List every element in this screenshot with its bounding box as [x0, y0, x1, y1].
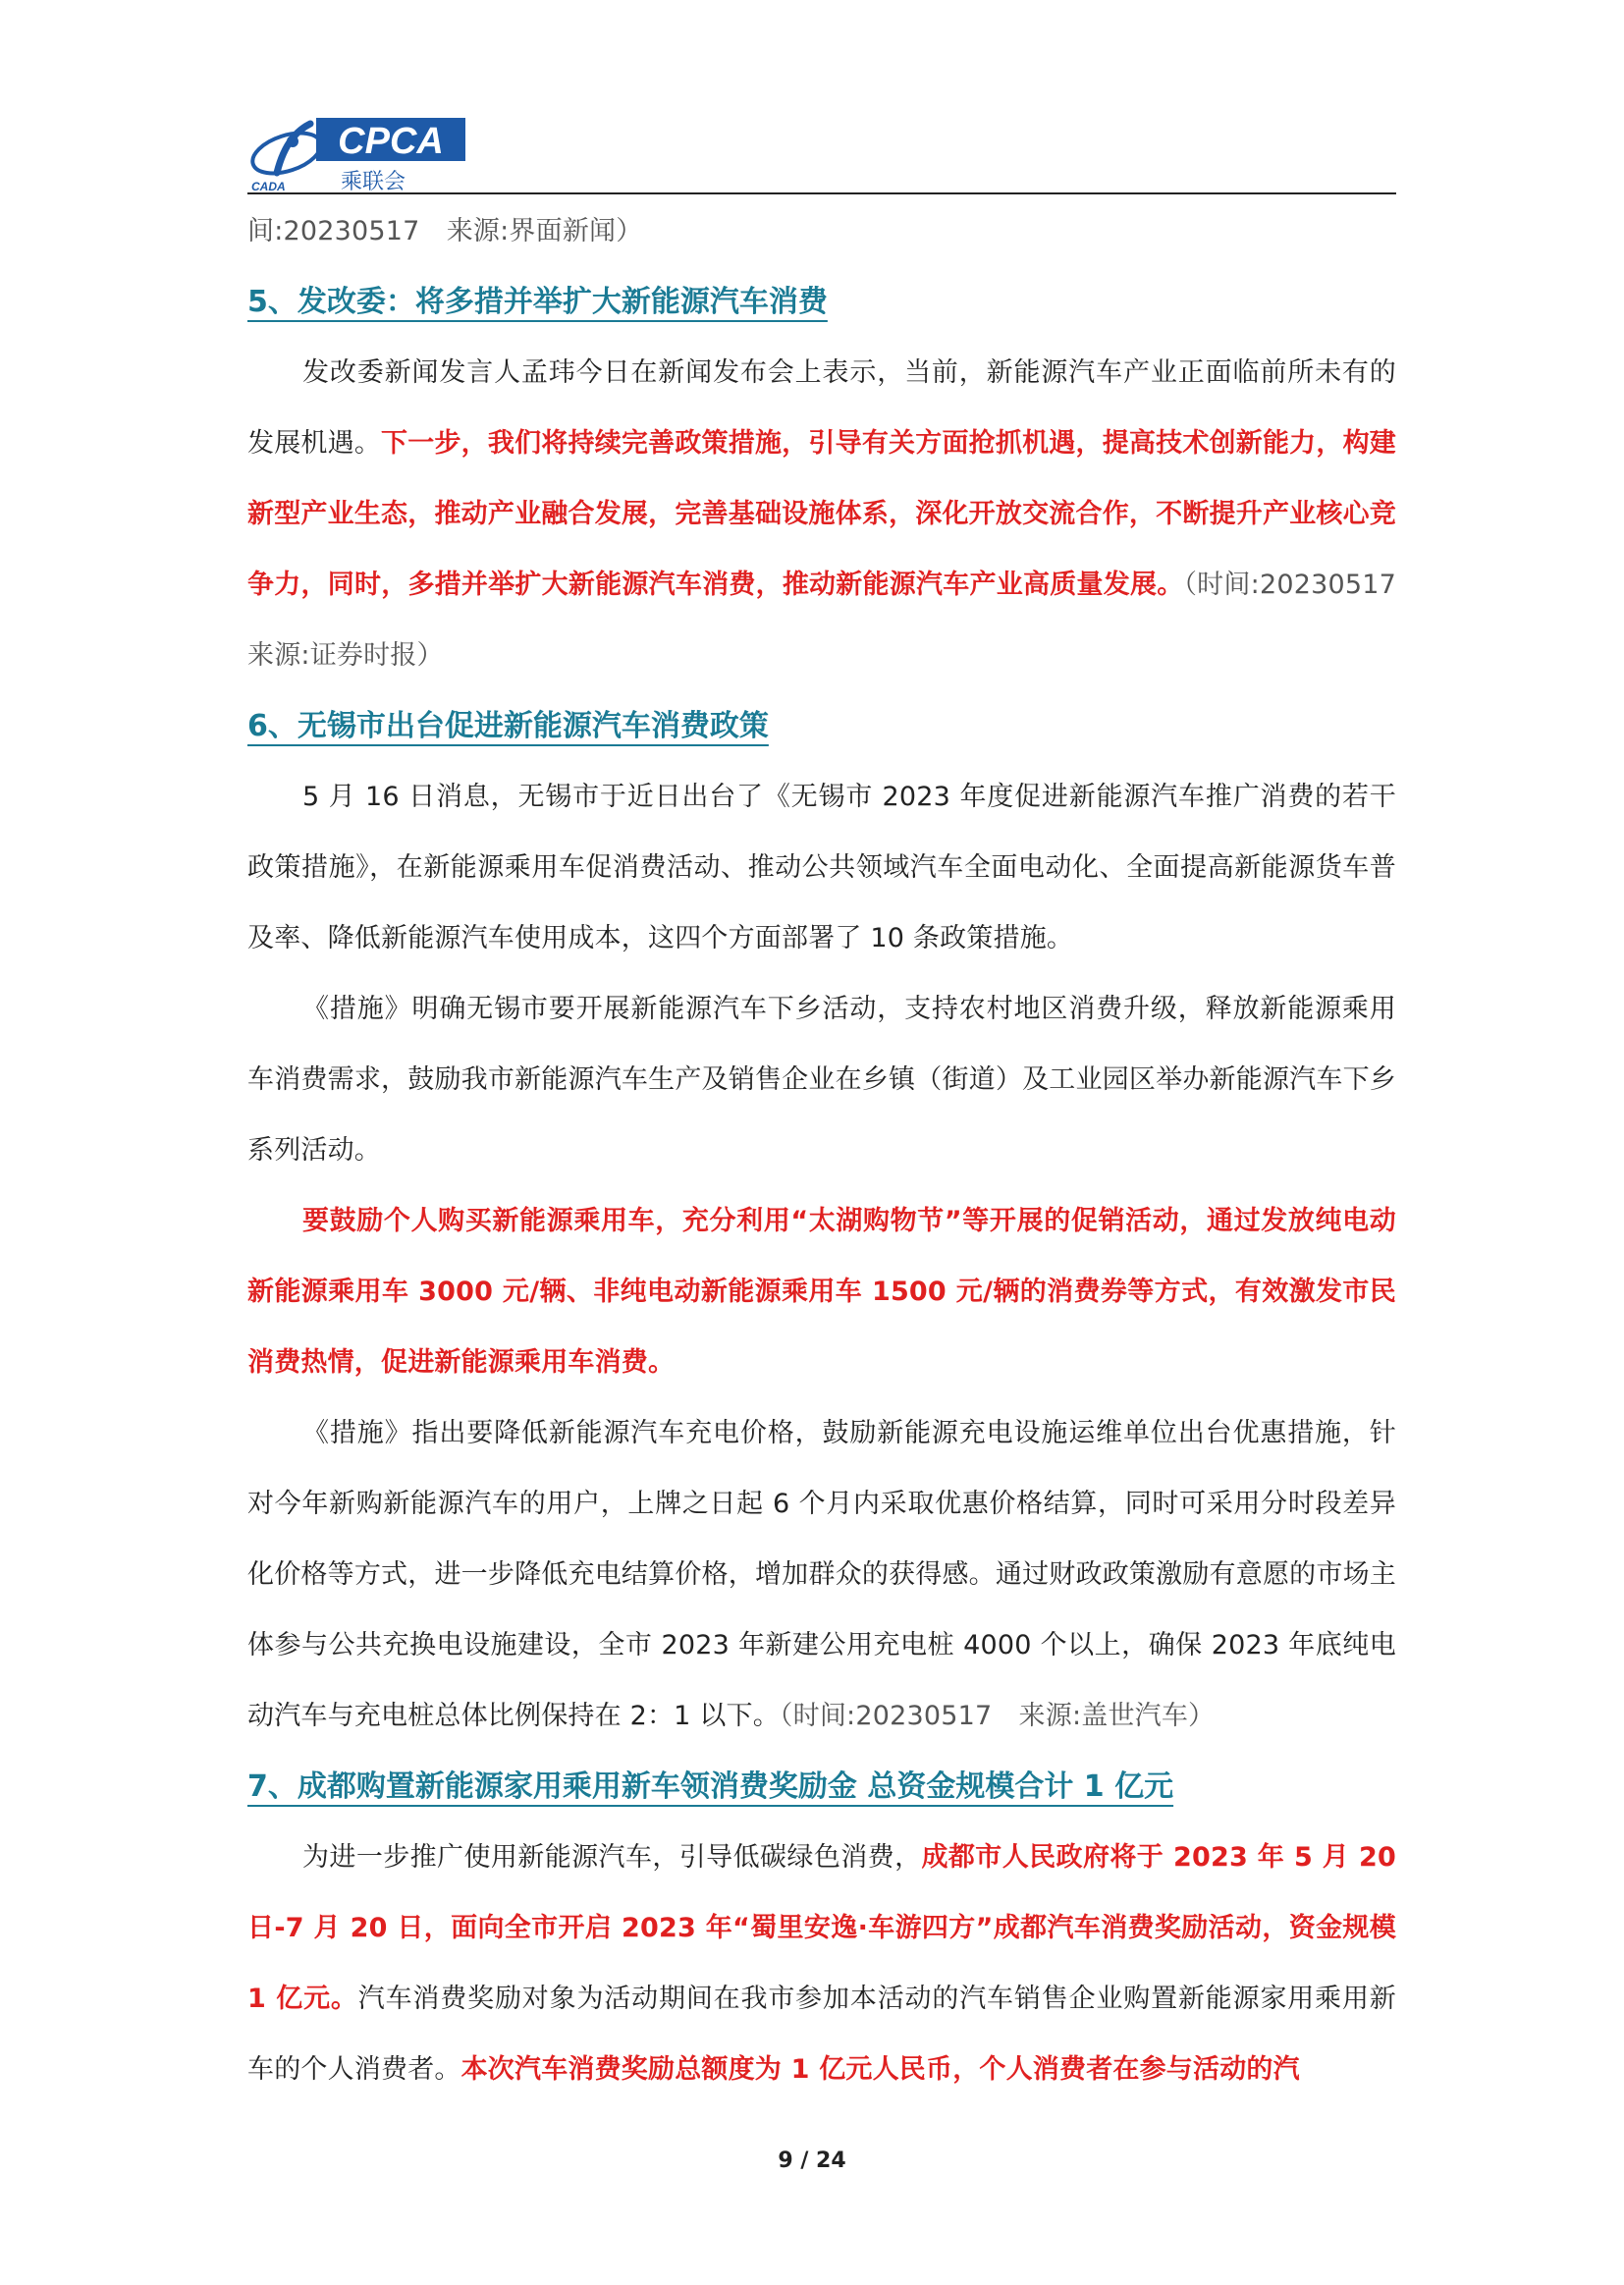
article-body — [247, 196, 1424, 2105]
section-7-paragraph — [247, 1823, 1396, 2105]
section-5-plain-text: 发改委新闻发言人孟玮今日在新闻发布会上表示，当前，新能源汽车产业正面临前所未有的发展机遇。 — [247, 357, 1396, 459]
header-divider — [247, 192, 1396, 194]
cpca-logo — [247, 112, 473, 194]
previous-source-line: 间:20230517 来源:界面新闻） — [247, 216, 643, 246]
logo-mark-text: CADA — [251, 180, 286, 193]
section-7-plain-b: 汽车消费奖励对象为活动期间在我市参加本活动的汽车销售企业购置新能源家用乘用新车的个人消费者。 — [247, 1984, 1396, 2085]
page-header — [247, 112, 1396, 194]
section-heading-5: 5、发改委：将多措并举扩大新能源汽车消费 — [247, 285, 828, 319]
section-7-emphasis-a: 成都市人民政府将于 2023 年 5 月 20 日-7 月 20 日，面向全市开启 2023 年“蜀里安逸·车游四方”成都汽车消费奖励活动，资金规模 1 亿元。 — [247, 1842, 1396, 2014]
section-6-paragraph-1: 5 月 16 日消息，无锡市于近日出台了《无锡市 2023 年度促进新能源汽车推广消费的若干政策措施》，在新能源乘用车促消费活动、推动公共领域汽车全面电动化、全面提高新能源货车普及率、降低新能源汽车使用成本，这四个方面部署了 10 条政策措施。 — [247, 782, 1396, 953]
section-6-paragraph-4 — [247, 1398, 1396, 1752]
section-heading-6: 6、无锡市出台促进新能源汽车消费政策 — [247, 709, 769, 743]
section-5-emphasis-text: 下一步，我们将持续完善政策措施，引导有关方面抢抓机遇，提高技术创新能力，构建新型产业生态，推动产业融合发展，完善基础设施体系，深化开放交流合作，不断提升产业核心竞争力，同时，多措并举扩大新能源汽车消费，推动新能源汽车产业高质量发展。 — [247, 428, 1396, 600]
logo-subtext: 乘联会 — [340, 170, 406, 194]
page-separator: / — [800, 2149, 809, 2173]
section-5-source: （时间:20230517 来源:证券时报） — [247, 570, 1424, 671]
section-6-p4-text: 《措施》指出要降低新能源汽车充电价格，鼓励新能源充电设施运维单位出台优惠措施，针对今年新购新能源汽车的用户，上牌之日起 6 个月内采取优惠价格结算，同时可采用分时段差异化价格等方式，进一步降低充电结算价格，增加群众的获得感。通过财政政策激励有意愿的市场主体参与公共充换电设施建设，全市 2023 年新建公用充电桩 4000 个以上，确保 2023 年底纯电动汽车与充电桩总体比例保持在 2：1 以下。 — [247, 1418, 1396, 1731]
section-5-paragraph — [247, 338, 1424, 691]
section-heading-7: 7、成都购置新能源家用乘用新车领消费奖励金 总资金规模合计 1 亿元 — [247, 1769, 1174, 1804]
section-6-source: （时间:20230517 来源:盖世汽车） — [779, 1701, 1216, 1731]
section-7-plain-a: 为进一步推广使用新能源汽车，引导低碳绿色消费， — [302, 1842, 922, 1873]
page-current: 9 — [778, 2149, 793, 2173]
section-6-paragraph-3-emphasis: 要鼓励个人购买新能源乘用车，充分利用“太湖购物节”等开展的促销活动，通过发放纯电动新能源乘用车 3000 元/辆、非纯电动新能源乘用车 1500 元/辆的消费券等方式，有效激发市民消费热情，促进新能源乘用车消费。 — [247, 1206, 1396, 1378]
section-7-emphasis-b: 本次汽车消费奖励总额度为 1 亿元人民币，个人消费者在参与活动的汽 — [460, 2054, 1300, 2085]
page-number — [0, 2149, 1624, 2173]
logo-text: CPCA — [338, 121, 444, 162]
page-total: 24 — [816, 2149, 846, 2173]
section-6-paragraph-2: 《措施》明确无锡市要开展新能源汽车下乡活动，支持农村地区消费升级，释放新能源乘用车消费需求，鼓励我市新能源汽车生产及销售企业在乡镇（街道）及工业园区举办新能源汽车下乡系列活动。 — [247, 994, 1396, 1166]
